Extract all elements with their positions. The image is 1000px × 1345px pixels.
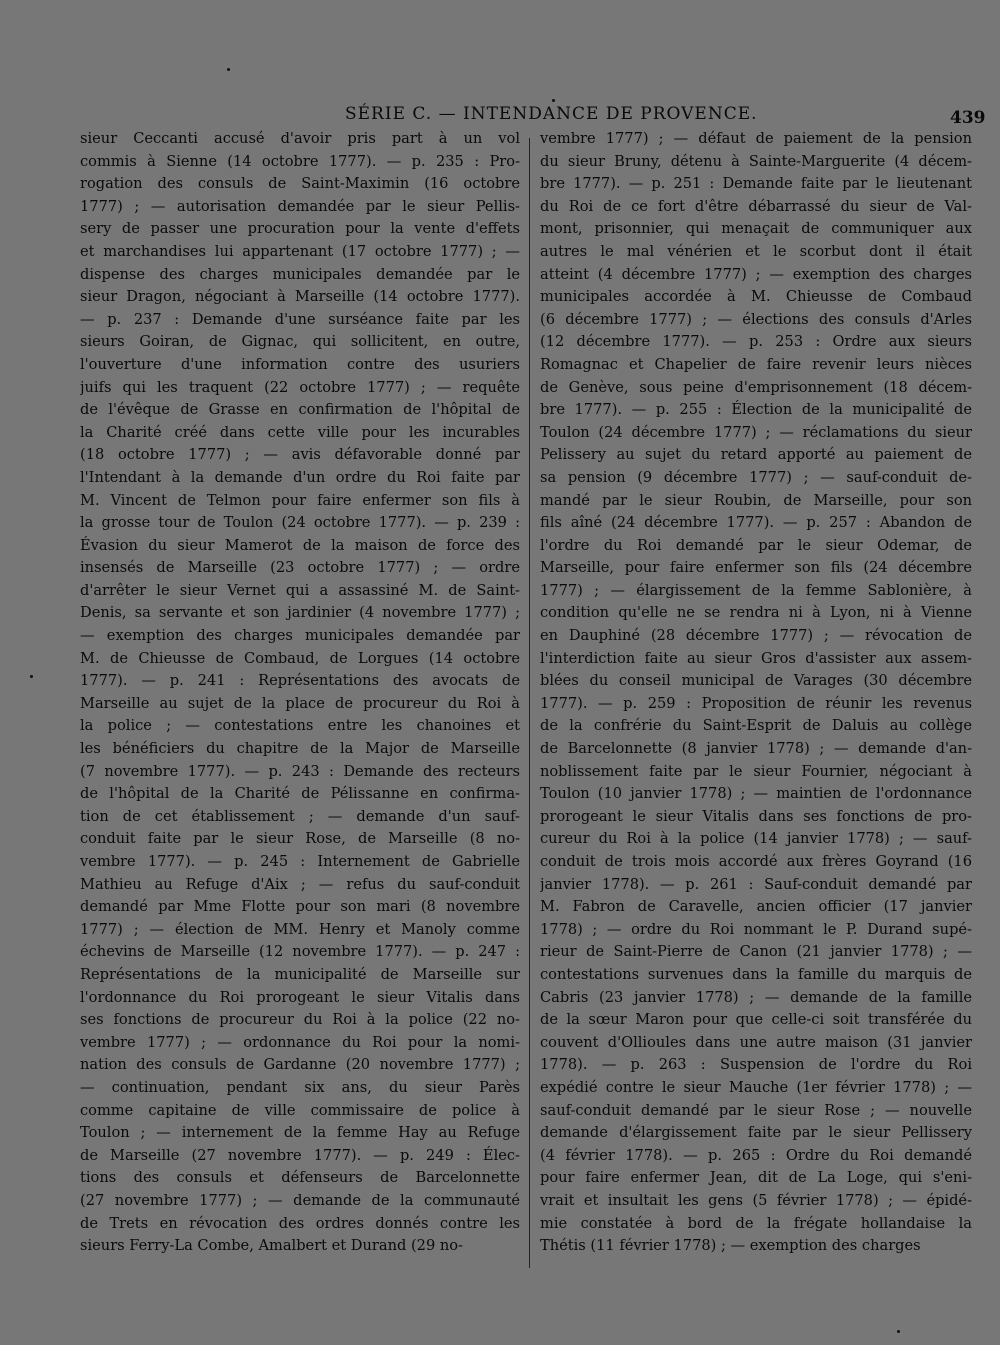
text-line: sa pension (9 décembre 1777) ; — sauf-conduit de-	[540, 468, 972, 486]
text-line: 1777). — p. 241 : Représentations des avocats de	[80, 672, 520, 690]
text-line: (6 décembre 1777) ; — élections des consuls d'Arles	[540, 310, 972, 328]
text-line: fils aîné (24 décembre 1777). — p. 257 : Abandon de	[540, 514, 972, 532]
text-line: en Dauphiné (28 décembre 1777) ; — révocation de	[540, 627, 972, 645]
text-line: 1778) ; — ordre du Roi nommant le P. Durand supé-	[540, 920, 972, 938]
text-line: condition qu'elle ne se rendra ni à Lyon, ni à Vienne	[540, 604, 972, 622]
text-line: Denis, sa servante et son jardinier (4 novembre 1777) ;	[80, 604, 520, 622]
text-line: commis à Sienne (14 octobre 1777). — p. 235 : Pro-	[80, 152, 520, 170]
text-line: rieur de Saint-Pierre de Canon (21 janvier 1778) ; —	[540, 943, 972, 961]
text-line: contestations survenues dans la famille du marquis de	[540, 965, 972, 983]
text-line: ses fonctions de procureur du Roi à la police (22 no-	[80, 1011, 520, 1029]
text-line: l'interdiction faite au sieur Gros d'assister aux assem-	[540, 649, 972, 667]
left-column	[80, 128, 520, 1258]
text-line: la grosse tour de Toulon (24 octobre 1777). — p. 239 :	[80, 514, 520, 532]
text-line: de la confrérie du Saint-Esprit de Daluis au collège	[540, 717, 972, 735]
text-line: 1777) ; — élargissement de la femme Sablonière, à	[540, 581, 972, 599]
text-line: Romagnac et Chapelier de faire revenir leurs nièces	[540, 355, 972, 373]
text-line: (7 novembre 1777). — p. 243 : Demande des recteurs	[80, 762, 520, 780]
text-line: Pelissery au sujet du retard apporté au paiement de	[540, 446, 972, 464]
text-line: vembre 1777). — p. 245 : Internement de Gabrielle	[80, 853, 520, 870]
text-line: demande d'élargissement faite par le sieur Pellissery	[540, 1124, 972, 1142]
text-line: de Marseille (27 novembre 1777). — p. 249 : Élec-	[80, 1146, 520, 1164]
text-line: mont, prisonnier, qui menaçait de communiquer aux	[540, 220, 972, 238]
page-header	[0, 104, 1000, 130]
text-line: la Charité créé dans cette ville pour les incurables	[80, 423, 520, 441]
text-line: les bénéficiers du chapitre de la Major de Marseille	[80, 740, 520, 758]
text-line: l'ouverture d'une information contre des usuriers	[80, 355, 520, 373]
text-line: municipales accordée à M. Chieusse de Combaud	[540, 288, 972, 306]
text-line: sieur Ceccanti accusé d'avoir pris part à un vol	[80, 130, 520, 147]
text-line: sery de passer une procuration pour la vente d'effets	[80, 220, 520, 238]
text-line: 1777). — p. 259 : Proposition de réunir les revenus	[540, 694, 972, 712]
text-line: d'arrêter le sieur Vernet qui a assassiné M. de Saint-	[80, 581, 520, 599]
text-line: autres le mal vénérien et le scorbut dont il était	[540, 242, 972, 260]
text-line: mie constatée à bord de la frégate hollandaise la	[540, 1214, 972, 1232]
text-line: mandé par le sieur Roubin, de Marseille, pour son	[540, 491, 972, 509]
text-line: l'Intendant à la demande d'un ordre du Roi faite par	[80, 468, 520, 486]
text-line: vembre 1777) ; — défaut de paiement de la pension	[540, 130, 972, 147]
column-divider	[529, 138, 530, 1268]
text-line: nation des consuls de Gardanne (20 novembre 1777) ;	[80, 1056, 520, 1074]
text-line: sieurs Goiran, de Gignac, qui sollicitent, en outre,	[80, 333, 520, 351]
text-line: janvier 1778). — p. 261 : Sauf-conduit demandé par	[540, 875, 972, 893]
text-line: du sieur Bruny, détenu à Sainte-Marguerite (4 décem-	[540, 152, 972, 170]
text-line: atteint (4 décembre 1777) ; — exemption des charges	[540, 265, 972, 283]
text-line: Cabris (23 janvier 1778) ; — demande de la famille	[540, 988, 972, 1006]
text-line: du Roi de ce fort d'être débarrassé du sieur de Val-	[540, 197, 972, 215]
text-line: vrait et insultait les gens (5 février 1778) ; — épidé-	[540, 1191, 972, 1209]
text-line: couvent d'Ollioules dans une autre maison (31 janvier	[540, 1033, 972, 1051]
text-line: insensés de Marseille (23 octobre 1777) ; — ordre	[80, 559, 520, 577]
text-line: 1777) ; — autorisation demandée par le sieur Pellis-	[80, 197, 520, 215]
text-line: tion de cet établissement ; — demande d'un sauf-	[80, 807, 520, 825]
text-line: conduit de trois mois accordé aux frères Goyrand (16	[540, 853, 972, 870]
scan-speck	[552, 99, 555, 102]
running-title: SÉRIE C. — INTENDANCE DE PROVENCE.	[345, 104, 758, 124]
text-line: (27 novembre 1777) ; — demande de la communauté	[80, 1191, 520, 1209]
text-line: Représentations de la municipalité de Marseille sur	[80, 965, 520, 983]
text-line: l'ordonnance du Roi prorogeant le sieur Vitalis dans	[80, 988, 520, 1006]
text-line: Toulon ; — internement de la femme Hay au Refuge	[80, 1124, 520, 1142]
text-line: demandé par Mme Flotte pour son mari (8 novembre	[80, 898, 520, 916]
text-line: de Trets en révocation des ordres donnés contre les	[80, 1214, 520, 1232]
text-line: sauf-conduit demandé par le sieur Rose ; — nouvelle	[540, 1101, 972, 1119]
text-line: Thétis (11 février 1778) ; — exemption des charges	[540, 1237, 921, 1255]
text-line: tions des consuls et défenseurs de Barcelonnette	[80, 1169, 520, 1187]
text-line: pour faire enfermer Jean, dit de La Loge, qui s'eni-	[540, 1169, 972, 1187]
text-line: Mathieu au Refuge d'Aix ; — refus du sauf-conduit	[80, 875, 520, 893]
text-line: rogation des consuls de Saint-Maximin (16 octobre	[80, 175, 520, 193]
text-line: la police ; — contestations entre les chanoines et	[80, 717, 520, 735]
text-line: de la sœur Maron pour que celle-ci soit transférée du	[540, 1011, 972, 1029]
text-line: juifs qui les traquent (22 octobre 1777) ; — requête	[80, 378, 520, 396]
right-column	[540, 128, 972, 1258]
scan-speck	[897, 1330, 900, 1333]
text-line: Toulon (10 janvier 1778) ; — maintien de l'ordonnance	[540, 785, 972, 803]
text-line: de Barcelonnette (8 janvier 1778) ; — demande d'an-	[540, 740, 972, 758]
text-line: de l'hôpital de la Charité de Pélissanne en confirma-	[80, 785, 520, 803]
text-line: comme capitaine de ville commissaire de police à	[80, 1101, 520, 1119]
text-line: M. Vincent de Telmon pour faire enfermer son fils à	[80, 491, 520, 509]
text-line: Évasion du sieur Mamerot de la maison de force des	[80, 536, 520, 554]
text-line: Marseille, pour faire enfermer son fils (24 décembre	[540, 559, 972, 577]
text-line: (12 décembre 1777). — p. 253 : Ordre aux sieurs	[540, 333, 972, 351]
text-line: — exemption des charges municipales demandée par	[80, 627, 520, 645]
page-number: 439	[950, 108, 986, 128]
text-line: Toulon (24 décembre 1777) ; — réclamations du sieur	[540, 423, 972, 441]
text-line: 1777) ; — élection de MM. Henry et Manoly comme	[80, 920, 520, 938]
text-line: de Genève, sous peine d'emprisonnement (18 décem-	[540, 378, 972, 396]
text-line: 1778). — p. 263 : Suspension de l'ordre du Roi	[540, 1056, 972, 1074]
text-line: vembre 1777) ; — ordonnance du Roi pour la nomi-	[80, 1033, 520, 1051]
text-line: conduit faite par le sieur Rose, de Marseille (8 no-	[80, 830, 520, 848]
text-line: l'ordre du Roi demandé par le sieur Odemar, de	[540, 536, 972, 554]
text-line: dispense des charges municipales demandée par le	[80, 265, 520, 283]
scan-speck	[227, 68, 230, 71]
text-line: cureur du Roi à la police (14 janvier 1778) ; — sauf-	[540, 830, 972, 848]
text-line: — p. 237 : Demande d'une surséance faite par les	[80, 310, 520, 328]
scan-speck	[30, 675, 33, 678]
text-line: M. Fabron de Caravelle, ancien officier (17 janvier	[540, 898, 972, 916]
text-line: sieurs Ferry-La Combe, Amalbert et Durand (29 no-	[80, 1237, 463, 1255]
text-line: bre 1777). — p. 251 : Demande faite par le lieutenant	[540, 175, 972, 193]
text-line: (18 octobre 1777) ; — avis défavorable donné par	[80, 446, 520, 464]
text-line: (4 février 1778). — p. 265 : Ordre du Roi demandé	[540, 1146, 972, 1164]
text-line: expédié contre le sieur Mauche (1er février 1778) ; —	[540, 1078, 972, 1096]
text-line: Marseille au sujet de la place de procureur du Roi à	[80, 694, 520, 712]
text-line: et marchandises lui appartenant (17 octobre 1777) ; —	[80, 242, 520, 260]
text-line: sieur Dragon, négociant à Marseille (14 octobre 1777).	[80, 288, 520, 306]
text-line: échevins de Marseille (12 novembre 1777). — p. 247 :	[80, 943, 520, 961]
text-line: prorogeant le sieur Vitalis dans ses fonctions de pro-	[540, 807, 972, 825]
text-line: noblissement faite par le sieur Fournier, négociant à	[540, 762, 972, 780]
text-line: blées du conseil municipal de Varages (30 décembre	[540, 672, 972, 690]
text-line: — continuation, pendant six ans, du sieur Parès	[80, 1078, 520, 1096]
text-line: M. de Chieusse de Combaud, de Lorgues (14 octobre	[80, 649, 520, 667]
text-line: bre 1777). — p. 255 : Élection de la municipalité de	[540, 401, 972, 419]
text-line: de l'évêque de Grasse en confirmation de l'hôpital de	[80, 401, 520, 419]
